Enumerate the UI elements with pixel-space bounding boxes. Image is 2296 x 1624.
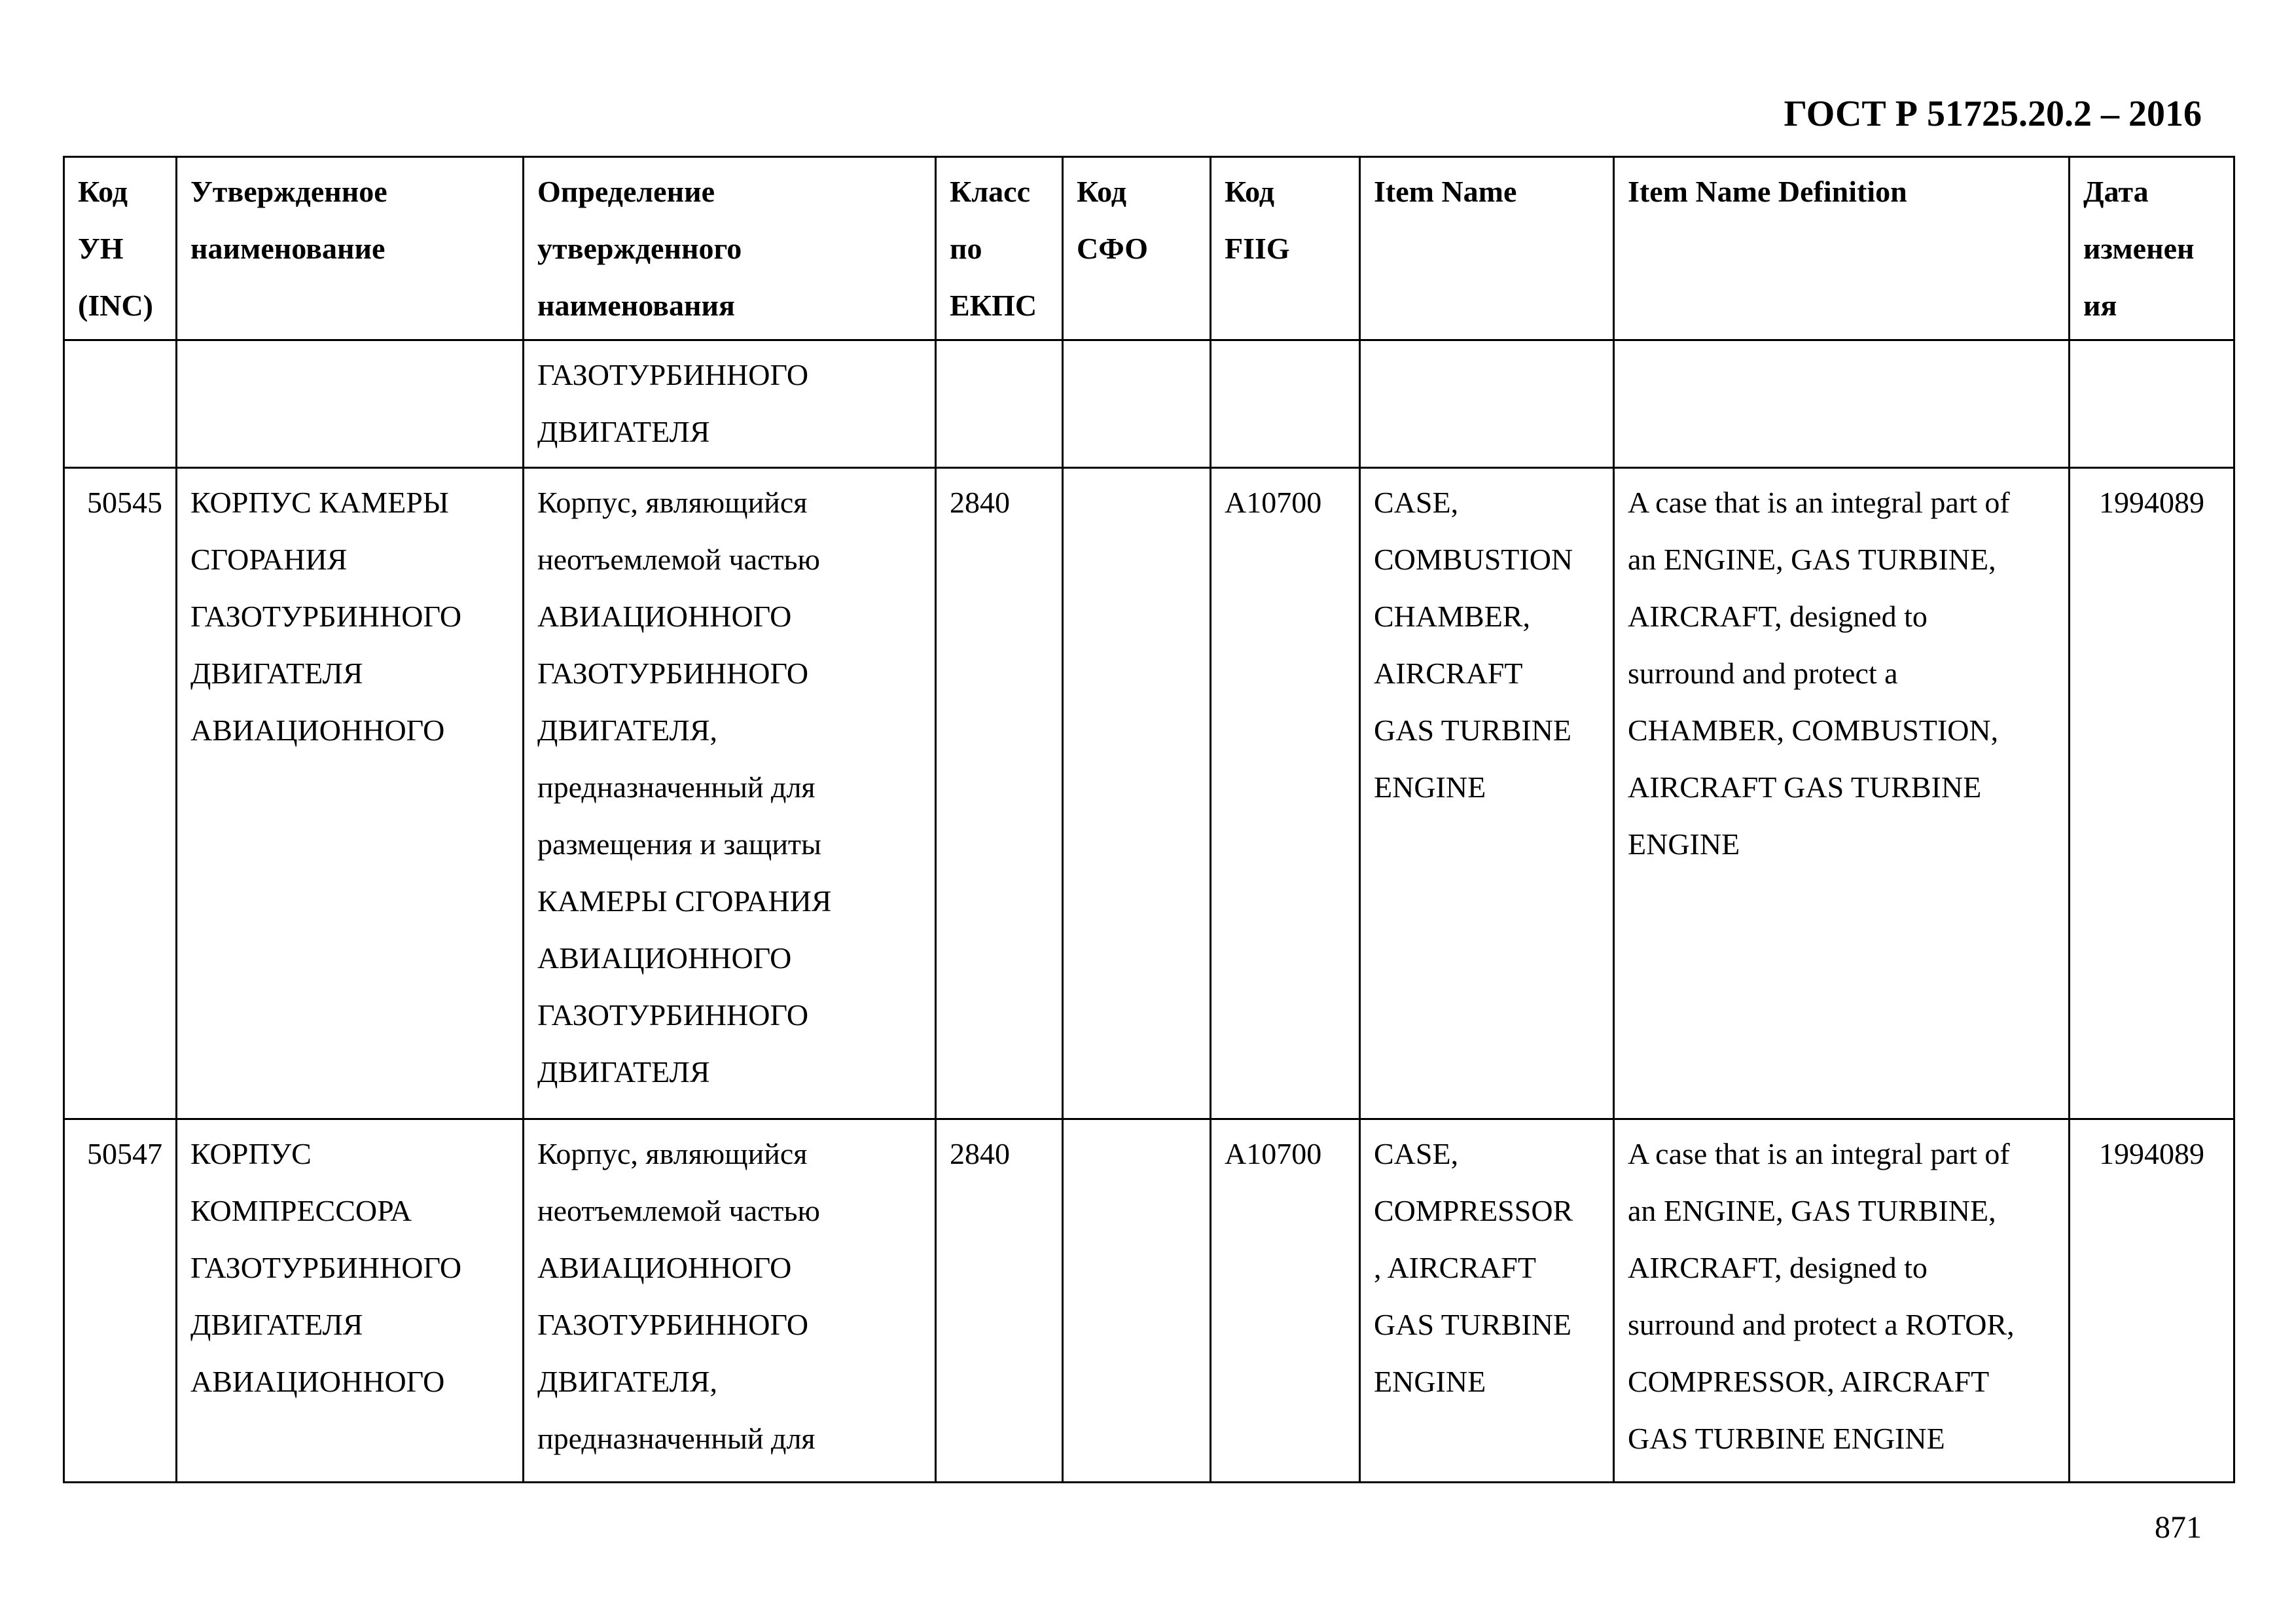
cell-fiig-code bbox=[1211, 340, 1360, 468]
document-header-title: ГОСТ Р 51725.20.2 – 2016 bbox=[1784, 94, 2202, 134]
cell-sfo-code bbox=[1063, 468, 1211, 1119]
header-ekps-class: Класс по ЕКПС bbox=[936, 157, 1063, 340]
cell-definition: ГАЗОТУРБИННОГО ДВИГАТЕЛЯ bbox=[524, 340, 936, 468]
header-inc: Код УН (INC) bbox=[64, 157, 177, 340]
cell-item-name-definition: A case that is an integral part of an ENGINE, GAS TURBINE, AIRCRAFT, designed to surround and protect a CHAMBER, COMBUSTION, AIRCRAFT GAS TURBINE ENGINE bbox=[1614, 468, 2070, 1119]
cell-sfo-code bbox=[1063, 340, 1211, 468]
header-item-name: Item Name bbox=[1360, 157, 1614, 340]
cell-fiig-code: A10700 bbox=[1211, 468, 1360, 1119]
header-definition: Определение утвержденного наименования bbox=[524, 157, 936, 340]
cell-fiig-code: A10700 bbox=[1211, 1119, 1360, 1483]
cell-inc: 50547 bbox=[64, 1119, 177, 1483]
cell-sfo-code bbox=[1063, 1119, 1211, 1483]
header-approved-name: Утвержденное наименование bbox=[177, 157, 524, 340]
cell-approved-name: КОРПУС КАМЕРЫ СГОРАНИЯ ГАЗОТУРБИННОГО ДВИГАТЕЛЯ АВИАЦИОННОГО bbox=[177, 468, 524, 1119]
cell-change-date: 1994089 bbox=[2070, 468, 2234, 1119]
cell-item-name bbox=[1360, 340, 1614, 468]
cell-item-name: CASE, COMBUSTION CHAMBER, AIRCRAFT GAS TURBINE ENGINE bbox=[1360, 468, 1614, 1119]
cell-approved-name: КОРПУС КОМПРЕССОРА ГАЗОТУРБИННОГО ДВИГАТЕЛЯ АВИАЦИОННОГО bbox=[177, 1119, 524, 1483]
catalog-table bbox=[63, 156, 2235, 1483]
cell-ekps-class: 2840 bbox=[936, 468, 1063, 1119]
table-row bbox=[64, 1119, 2234, 1483]
cell-item-name: CASE, COMPRESSOR , AIRCRAFT GAS TURBINE ENGINE bbox=[1360, 1119, 1614, 1483]
header-change-date: Дата изменен ия bbox=[2070, 157, 2234, 340]
cell-ekps-class: 2840 bbox=[936, 1119, 1063, 1483]
cell-definition: Корпус, являющийся неотъемлемой частью АВИАЦИОННОГО ГАЗОТУРБИННОГО ДВИГАТЕЛЯ, предназначенный для bbox=[524, 1119, 936, 1483]
cell-change-date: 1994089 bbox=[2070, 1119, 2234, 1483]
header-sfo-code: Код СФО bbox=[1063, 157, 1211, 340]
cell-inc bbox=[64, 340, 177, 468]
cell-approved-name bbox=[177, 340, 524, 468]
table-row bbox=[64, 468, 2234, 1119]
cell-item-name-definition: A case that is an integral part of an ENGINE, GAS TURBINE, AIRCRAFT, designed to surround and protect a ROTOR, COMPRESSOR, AIRCRAFT GAS TURBINE ENGINE bbox=[1614, 1119, 2070, 1483]
header-item-name-definition: Item Name Definition bbox=[1614, 157, 2070, 340]
cell-definition: Корпус, являющийся неотъемлемой частью АВИАЦИОННОГО ГАЗОТУРБИННОГО ДВИГАТЕЛЯ, предназначенный для размещения и защиты КАМЕРЫ СГОРАНИЯ АВИАЦИОННОГО ГАЗОТУРБИННОГО ДВИГАТЕЛЯ bbox=[524, 468, 936, 1119]
cell-item-name-definition bbox=[1614, 340, 2070, 468]
cell-inc: 50545 bbox=[64, 468, 177, 1119]
table-header-row bbox=[64, 157, 2234, 340]
table-row bbox=[64, 340, 2234, 468]
cell-ekps-class bbox=[936, 340, 1063, 468]
header-fiig-code: Код FIIG bbox=[1211, 157, 1360, 340]
page-number: 871 bbox=[2155, 1510, 2202, 1545]
cell-change-date bbox=[2070, 340, 2234, 468]
